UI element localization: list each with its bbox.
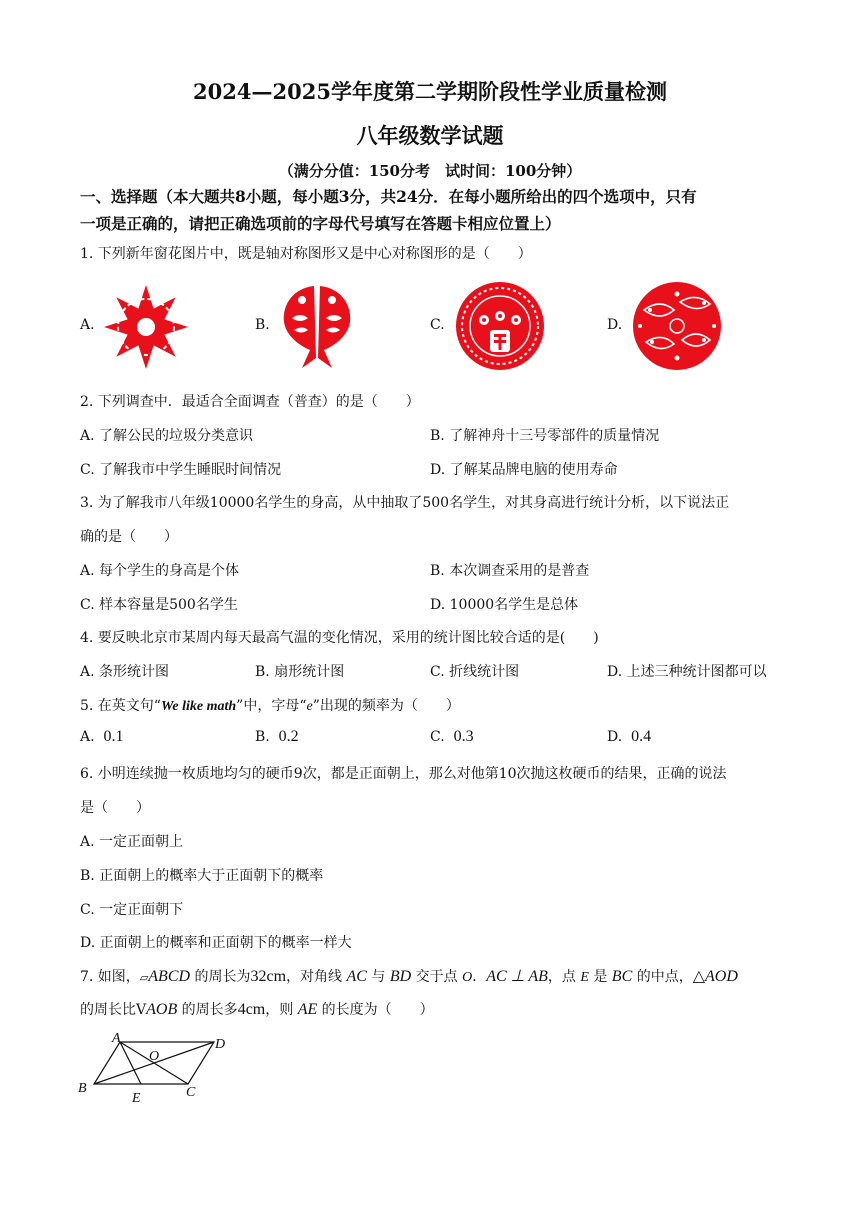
point-label-o: O bbox=[149, 1049, 160, 1064]
q5-option-b: B. 0.2 bbox=[255, 728, 299, 745]
q1-option-d-label: D. bbox=[607, 317, 623, 333]
q3-option-d: D. 10000名学生是总体 bbox=[430, 597, 579, 613]
vertex-label-d: D bbox=[215, 1037, 226, 1052]
q4-option-c: C. 折线统计图 bbox=[430, 664, 520, 680]
papercut-fish-image bbox=[276, 280, 358, 372]
q3-option-c: C. 样本容量是500名学生 bbox=[80, 597, 238, 613]
vertex-label-b: B bbox=[78, 1081, 87, 1096]
q7-stem-line1: 7. 如图，▱ABCD 的周长为32cm，对角线 AC 与 BD 交于点 O．AC ⊥ AB，点 E 是 BC 的中点，△AOD bbox=[80, 966, 738, 985]
papercut-fish-circle-image bbox=[630, 280, 724, 372]
q3-stem-line1: 3. 为了解我市八年级10000名学生的身高，从中抽取了500名学生，对其身高进行统计分析，以下说法正 bbox=[80, 495, 730, 511]
exam-subtitle: 八年级数学试题 bbox=[356, 123, 504, 148]
q1-option-b-label: B. bbox=[255, 317, 270, 333]
exam-title: 2024—2025学年度第二学期阶段性学业质量检测 bbox=[193, 79, 667, 104]
q6-option-d: D. 正面朝上的概率和正面朝下的概率一样大 bbox=[80, 935, 352, 951]
point-label-e: E bbox=[132, 1091, 141, 1106]
q4-option-a: A. 条形统计图 bbox=[80, 664, 170, 680]
q5-letter: e bbox=[306, 699, 313, 714]
q1-option-c-label: C. bbox=[430, 317, 445, 333]
q6-option-c: C. 一定正面朝下 bbox=[80, 902, 184, 918]
papercut-flower-image bbox=[100, 282, 192, 372]
papercut-fu-circle-image bbox=[454, 280, 546, 372]
q5-option-a: A. 0.1 bbox=[80, 728, 124, 745]
vertex-label-c: C bbox=[186, 1085, 196, 1100]
q1-stem: 1. 下列新年窗花图片中，既是轴对称图形又是中心对称图形的是（ ） bbox=[80, 246, 532, 262]
q2-option-a: A. 了解公民的垃圾分类意识 bbox=[80, 428, 254, 444]
exam-info: （满分分值：150分考 试时间：100分钟） bbox=[278, 162, 582, 180]
vertex-label-a: A bbox=[112, 1031, 121, 1046]
q4-stem: 4. 要反映北京市某周内每天最高气温的变化情况，采用的统计图比较合适的是( ) bbox=[80, 630, 599, 646]
q2-option-d: D. 了解某品牌电脑的使用寿命 bbox=[430, 462, 618, 478]
q4-option-b: B. 扇形统计图 bbox=[255, 664, 345, 680]
q3-option-b: B. 本次调查采用的是普查 bbox=[430, 563, 590, 579]
q2-stem: 2. 下列调查中．最适合全面调查（普查）的是（ ） bbox=[80, 394, 420, 410]
q2-option-b: B. 了解神舟十三号零部件的质量情况 bbox=[430, 428, 660, 444]
section-heading-line1: 一、选择题（本大题共8小题，每小题3分，共24分．在每小题所给出的四个选项中，只有 bbox=[80, 187, 697, 206]
q6-option-b: B. 正面朝上的概率大于正面朝下的概率 bbox=[80, 868, 324, 884]
q3-option-a: A. 每个学生的身高是个体 bbox=[80, 563, 240, 579]
q5-option-d: D. 0.4 bbox=[607, 728, 652, 745]
section-heading-line2: 一项是正确的，请把正确选项前的字母代号填写在答题卡相应位置上） bbox=[80, 214, 561, 233]
q6-stem-line1: 6. 小明连续抛一枚质地均匀的硬币9次，都是正面朝上，那么对他第10次抛这枚硬币的结果，正确的说法 bbox=[80, 766, 727, 782]
q5-sentence: We like math bbox=[160, 699, 237, 714]
q2-option-c: C. 了解我市中学生睡眠时间情况 bbox=[80, 462, 282, 478]
q4-option-d: D. 上述三种统计图都可以 bbox=[607, 664, 767, 680]
q5-stem: 5. 在英文句“We like math”中，字母“e”出现的频率为（ ） bbox=[80, 698, 460, 714]
q1-option-a-label: A. bbox=[80, 317, 95, 333]
q6-option-a: A. 一定正面朝上 bbox=[80, 834, 184, 850]
q7-stem-line2: 的周长比VAOB 的周长多4cm，则 AE 的长度为（ ） bbox=[80, 1001, 434, 1018]
q6-stem-line2: 是（ ） bbox=[80, 800, 150, 816]
parallelogram-figure bbox=[74, 1030, 234, 1110]
q3-stem-line2: 确的是（ ） bbox=[80, 529, 178, 545]
q5-option-c: C. 0.3 bbox=[430, 728, 474, 745]
section-heading bbox=[80, 183, 785, 237]
